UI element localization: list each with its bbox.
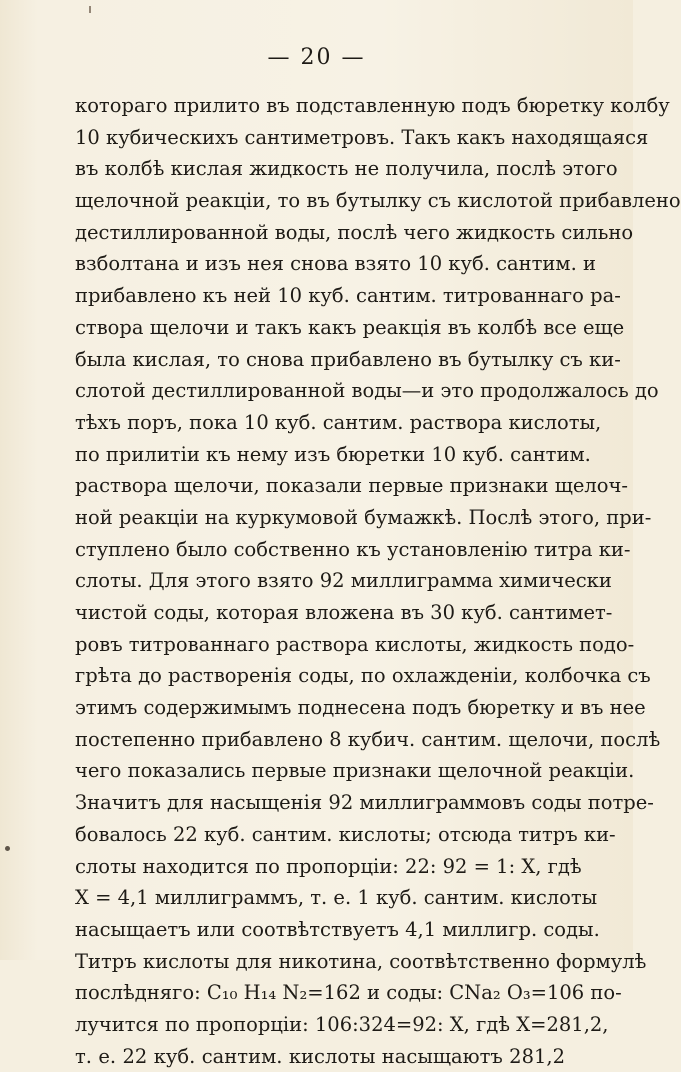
text-line: прибавлено къ ней 10 куб. сантим. титрованнаго ра- — [75, 284, 621, 308]
text-line: чистой соды, которая вложена въ 30 куб. сантимет- — [75, 601, 613, 624]
text-line: слоты находится по пропорціи: 22: 92 = 1: X, гдѣ — [75, 854, 582, 878]
text-line: чего показались первые признаки щелочной реакціи. — [75, 759, 635, 783]
text-line: ступлено было собственно къ установленію титра ки- — [75, 537, 631, 561]
text-line: котораго прилито въ подставленную подъ бюретку колбу — [75, 94, 670, 117]
text-line: лучится по пропорціи: 106:324=92: X, гдѣ X=281,2, — [75, 1012, 609, 1036]
text-line: щелочной реакціи, то въ бутылку съ кислотой прибавлено — [75, 189, 681, 213]
text-line: была кислая, то снова прибавлено въ бутылку съ ки- — [75, 347, 621, 371]
page-number: — 20 — — [267, 45, 366, 70]
text-line: послѣдняго: C₁₀ H₁₄ N₂=162 и соды: CNa₂ O₃=106 по- — [75, 981, 622, 1005]
text-line: Титръ кислоты для никотина, соотвѣтственно формулѣ — [75, 949, 647, 973]
text-line: въ колбѣ кислая жидкость не получила, послѣ этого — [75, 157, 618, 181]
text-line: ровъ титрованнаго раствора кислоты, жидкость подо- — [75, 632, 635, 656]
text-line: бовалось 22 куб. сантим. кислоты; отсюда титръ ки- — [75, 822, 616, 846]
text-line: дестиллированной воды, послѣ чего жидкость сильно — [75, 220, 634, 244]
text-line: 10 кубическихъ сантиметровъ. Такъ какъ находящаяся — [75, 125, 649, 149]
text-line: по прилитіи къ нему изъ бюретки 10 куб. сантим. — [75, 442, 591, 466]
ink-dot — [5, 846, 10, 851]
text-line: грѣта до растворенія соды, по охлажденіи, колбочка съ — [75, 664, 651, 688]
text-line: Значитъ для насыщенія 92 миллиграммовъ соды потре- — [75, 791, 654, 815]
text-line: т. е. 22 куб. сантим. кислоты насыщаютъ 281,2 — [75, 1044, 565, 1068]
ink-mark — [89, 6, 91, 13]
text-line: X = 4,1 миллиграммъ, т. е. 1 куб. сантим. кислоты — [75, 886, 598, 910]
text-line: слотой дестиллированной воды—и это продолжалось до — [75, 379, 659, 403]
text-line: постепенно прибавлено 8 кубич. сантим. щелочи, послѣ — [75, 727, 661, 751]
text-line: раствора щелочи, показали первые признаки щелоч- — [75, 474, 628, 498]
text-line: слоты. Для этого взято 92 миллиграмма химически — [75, 569, 612, 593]
text-line: насыщаетъ или соотвѣтствуетъ 4,1 миллигр. соды. — [75, 917, 600, 941]
text-line: тѣхъ поръ, пока 10 куб. сантим. раствора кислоты, — [75, 410, 602, 434]
text-line: ной реакціи на куркумовой бумажкѣ. Послѣ этого, при- — [75, 505, 652, 529]
text-body — [75, 90, 681, 1072]
text-line: этимъ содержимымъ поднесена подъ бюретку и въ нее — [75, 696, 646, 720]
text-line: взболтана и изъ нея снова взято 10 куб. сантим. и — [75, 252, 596, 276]
text-line: створа щелочи и такъ какъ реакція въ колбѣ все еще — [75, 315, 625, 339]
